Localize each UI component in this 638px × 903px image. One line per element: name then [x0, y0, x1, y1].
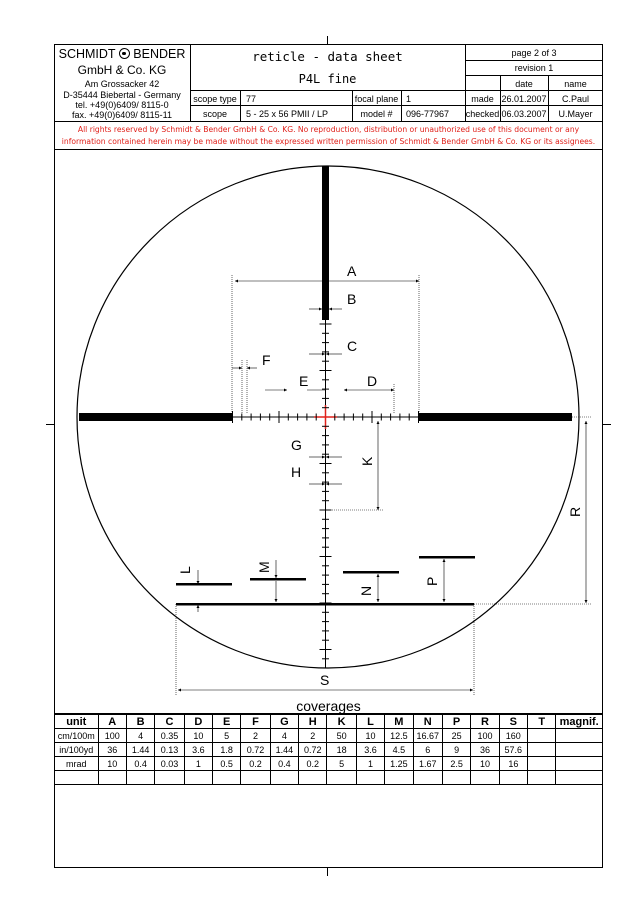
label-A: A [347, 263, 357, 279]
coverage-header-10: L [356, 715, 384, 729]
made-date: 26.01.2007 [501, 94, 547, 104]
coverage-cell: 2 [241, 729, 270, 743]
coverage-cell [413, 771, 442, 785]
coverage-cell [528, 743, 556, 757]
coverage-cell [528, 757, 556, 771]
focal-plane-label: focal plane [354, 94, 399, 104]
label-L: L [177, 566, 193, 574]
model-label: model # [360, 109, 393, 119]
coverage-cell: 0.35 [155, 729, 184, 743]
coverage-cell: 10 [471, 757, 499, 771]
coverage-cell: 5 [327, 757, 356, 771]
label-G: G [291, 437, 302, 453]
coverage-cell: 100 [98, 729, 126, 743]
coverage-cell: 16 [499, 757, 527, 771]
coverage-cell: 2 [299, 729, 327, 743]
coverage-cell: 10 [184, 729, 212, 743]
top-post [322, 166, 329, 320]
coverage-cell: 57.6 [499, 743, 527, 757]
coverage-cell: 1.25 [385, 757, 413, 771]
coverage-header-15: S [499, 715, 527, 729]
coverage-header-1: A [98, 715, 126, 729]
label-E: E [299, 373, 309, 389]
coverage-cell: 2.5 [442, 757, 470, 771]
coverage-cell [241, 771, 270, 785]
coverage-cell: 100 [471, 729, 499, 743]
revision: revision 1 [514, 63, 554, 73]
notice-line-2: information contained herein may be made without the expressed written permission of Schmidt & Bender GmbH & Co. KG or its assignees. [61, 137, 596, 146]
left-post [79, 413, 232, 421]
company-street: Am Grossacker 42 [84, 79, 160, 89]
label-P: P [424, 576, 440, 586]
coverage-cell [299, 771, 327, 785]
focal-plane-value: 1 [406, 94, 412, 104]
coverage-cell: 160 [499, 729, 527, 743]
label-R: R [567, 506, 583, 517]
coverage-cell: 0.4 [126, 757, 154, 771]
label-S: S [320, 672, 330, 688]
coverage-cell: 0.72 [299, 743, 327, 757]
checked-label: checked [465, 109, 500, 119]
coverage-header-17: magnif. [556, 715, 603, 729]
company-name-line2: GmbH & Co. KG [77, 63, 167, 77]
coverage-cell: 4 [126, 729, 154, 743]
coverage-cell [385, 771, 413, 785]
holdover-bar-N [343, 571, 399, 574]
coverage-cell [213, 771, 241, 785]
coverage-cell: 0.72 [241, 743, 270, 757]
scope-label: scope [202, 109, 228, 119]
checked-date: 06.03.2007 [501, 109, 547, 119]
coverage-cell: 1.67 [413, 757, 442, 771]
coverage-cell: 16.67 [413, 729, 442, 743]
coverage-header-4: D [184, 715, 212, 729]
label-H: H [291, 464, 302, 480]
coverage-header-7: G [270, 715, 298, 729]
coverage-cell [528, 729, 556, 743]
coverage-cell [442, 771, 470, 785]
coverage-cell: 6 [413, 743, 442, 757]
coverage-cell [556, 743, 603, 757]
coverage-header-3: C [155, 715, 184, 729]
coverages-table [54, 714, 603, 785]
coverage-cell: 0.5 [213, 757, 241, 771]
coverage-header-13: P [442, 715, 470, 729]
coverage-header-12: N [413, 715, 442, 729]
coverage-cell: 1 [356, 757, 384, 771]
coverage-cell [155, 771, 184, 785]
holdover-bar-M [176, 583, 232, 586]
coverage-cell [270, 771, 298, 785]
coverage-cell: 10 [98, 757, 126, 771]
coverage-cell: 5 [213, 729, 241, 743]
coverage-header-5: E [213, 715, 241, 729]
checked-name: U.Mayer [558, 109, 593, 119]
scope-type-label: scope type [193, 94, 237, 104]
sheet-subtitle: P4L fine [298, 72, 357, 86]
coverage-cell: 10 [356, 729, 384, 743]
coverage-cell: 0.2 [299, 757, 327, 771]
company-fax: fax. +49(0)6409/ 8115-11 [72, 110, 172, 120]
company-city: D-35444 Biebertal - Germany [63, 90, 181, 100]
label-N: N [358, 585, 374, 596]
coverage-cell: 3.6 [356, 743, 384, 757]
label-F: F [262, 352, 271, 368]
coverage-cell: 36 [471, 743, 499, 757]
made-name: C.Paul [561, 94, 589, 104]
company-name-part2: BENDER [133, 47, 186, 61]
coverage-header-9: K [327, 715, 356, 729]
coverage-cell: 1.44 [270, 743, 298, 757]
coverage-header-11: M [385, 715, 413, 729]
coverage-header-6: F [241, 715, 270, 729]
right-post [419, 413, 572, 421]
coverage-cell [556, 729, 603, 743]
coverage-cell: 0.03 [155, 757, 184, 771]
notice-line-1: All rights reserved by Schmidt & Bender GmbH & Co. KG. No reproduction, distribution or unauthorized use of this document or any [77, 125, 580, 134]
coverage-cell: 1.8 [213, 743, 241, 757]
coverage-cell [556, 757, 603, 771]
scope-type-value: 77 [246, 94, 257, 104]
label-C: C [347, 338, 358, 354]
coverage-cell [471, 771, 499, 785]
label-D: D [367, 373, 378, 389]
coverage-cell [556, 771, 603, 785]
coverage-cell [184, 771, 212, 785]
coverage-cell: cm/100m [55, 729, 99, 743]
coverage-cell: in/100yd [55, 743, 99, 757]
label-M: M [256, 561, 272, 573]
coverage-header-8: H [299, 715, 327, 729]
table-row [55, 729, 603, 743]
coverage-cell: 0.4 [270, 757, 298, 771]
holdover-bar-M2 [250, 578, 306, 581]
sheet-title: reticle - data sheet [252, 49, 403, 64]
scope-value: 5 - 25 x 56 PMII / LP [246, 109, 329, 119]
coverage-cell: 0.13 [155, 743, 184, 757]
coverage-header-2: B [126, 715, 154, 729]
coverage-cell: 18 [327, 743, 356, 757]
holdover-bar-P [419, 556, 475, 559]
coverage-cell: 4.5 [385, 743, 413, 757]
model-value: 096-77967 [406, 109, 450, 119]
coverage-cell: 1 [184, 757, 212, 771]
coverage-header-0: unit [55, 715, 99, 729]
page-number: page 2 of 3 [511, 48, 557, 58]
coverage-cell [98, 771, 126, 785]
label-B: B [347, 291, 357, 307]
coverage-cell [126, 771, 154, 785]
coverage-cell [327, 771, 356, 785]
table-row [55, 771, 603, 785]
company-tel: tel. +49(0)6409/ 8115-0 [75, 100, 169, 110]
table-row [55, 743, 603, 757]
coverage-cell: 1.44 [126, 743, 154, 757]
made-label: made [471, 94, 494, 104]
coverage-cell: 3.6 [184, 743, 212, 757]
coverage-cell: 12.5 [385, 729, 413, 743]
coverage-cell [528, 771, 556, 785]
holdover-bar-L [176, 603, 474, 606]
coverage-header-14: R [471, 715, 499, 729]
coverage-cell: mrad [55, 757, 99, 771]
coverage-cell: 0.2 [241, 757, 270, 771]
coverage-cell [356, 771, 384, 785]
coverage-cell: 9 [442, 743, 470, 757]
coverage-cell: 25 [442, 729, 470, 743]
coverage-cell: 4 [270, 729, 298, 743]
coverage-cell: 36 [98, 743, 126, 757]
label-K: K [359, 456, 375, 466]
table-row [55, 757, 603, 771]
coverage-header-16: T [528, 715, 556, 729]
coverage-cell: 50 [327, 729, 356, 743]
name-label: name [564, 79, 587, 89]
company-name-part1: SCHMIDT [58, 47, 116, 61]
date-label: date [515, 79, 533, 89]
coverages-title: coverages [296, 698, 361, 714]
coverage-cell [499, 771, 527, 785]
coverage-cell [55, 771, 99, 785]
